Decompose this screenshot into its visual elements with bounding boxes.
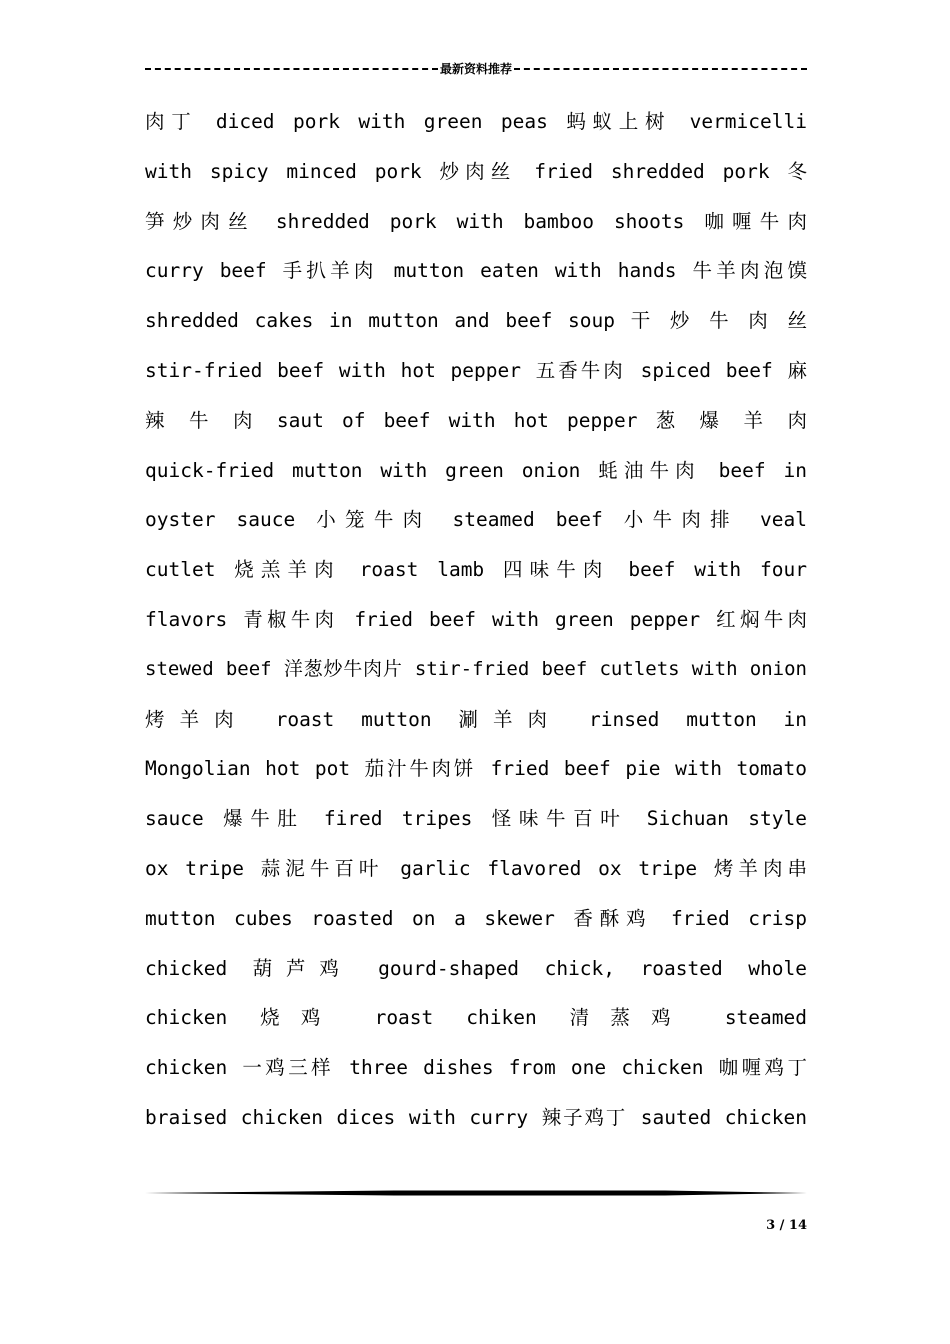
header-title: 最新资料推荐 (440, 61, 513, 76)
text-line: chicken 烧鸡 roast chiken 清蒸鸡 steamed (145, 1006, 807, 1030)
document-body (145, 97, 807, 1143)
text-line: 辣 牛 肉 saut of beef with hot pepper 葱 爆 羊 肉 (145, 408, 807, 432)
text-line: chicked 葫芦鸡 gourd-shaped chick, roasted whole (145, 956, 807, 980)
header-dash-left (145, 68, 438, 70)
footer-rule (145, 1190, 807, 1196)
text-line: flavors 青椒牛肉 fried beef with green pepper 红焖牛肉 (145, 607, 807, 631)
page-number: 3 / 14 (766, 1218, 807, 1233)
text-line: stewed beef 洋葱炒牛肉片 stir-fried beef cutlets with onion (145, 657, 807, 680)
text-line: 笋炒肉丝 shredded pork with bamboo shoots 咖喱牛肉 (145, 209, 807, 233)
text-line: 肉丁 diced pork with green peas 蚂蚁上树 vermicelli (145, 110, 807, 133)
text-line: 烤羊肉 roast mutton 涮羊肉 rinsed mutton in (145, 707, 807, 731)
text-line: chicken 一鸡三样 three dishes from one chicken 咖喱鸡丁 (145, 1056, 807, 1080)
text-line: stir-fried beef with hot pepper 五香牛肉 spiced beef 麻 (145, 358, 807, 382)
text-line: ox tripe 蒜泥牛百叶 garlic flavored ox tripe 烤羊肉串 (145, 856, 807, 880)
header-dash-right (514, 68, 807, 70)
text-line: mutton cubes roasted on a skewer 香酥鸡 fried crisp (145, 906, 807, 930)
text-line: sauce 爆牛肚 fired tripes 怪味牛百叶 Sichuan style (145, 807, 807, 831)
text-line: Mongolian hot pot 茄汁牛肉饼 fried beef pie with tomato (145, 757, 807, 781)
text-line: curry beef 手扒羊肉 mutton eaten with hands 牛羊肉泡馍 (145, 259, 807, 283)
text-line: braised chicken dices with curry 辣子鸡丁 sauted chicken (145, 1105, 807, 1129)
text-line: oyster sauce 小笼牛肉 steamed beef 小牛肉排 veal (145, 508, 807, 532)
page-header (145, 58, 807, 78)
text-line: with spicy minced pork 炒肉丝 fried shredded pork 冬 (145, 159, 807, 183)
text-line: cutlet 烧羔羊肉 roast lamb 四味牛肉 beef with four (145, 558, 807, 582)
text-line: shredded cakes in mutton and beef soup 干 炒 牛 肉 丝 (145, 309, 807, 333)
text-line: quick-fried mutton with green onion 蚝油牛肉 beef in (145, 458, 807, 482)
